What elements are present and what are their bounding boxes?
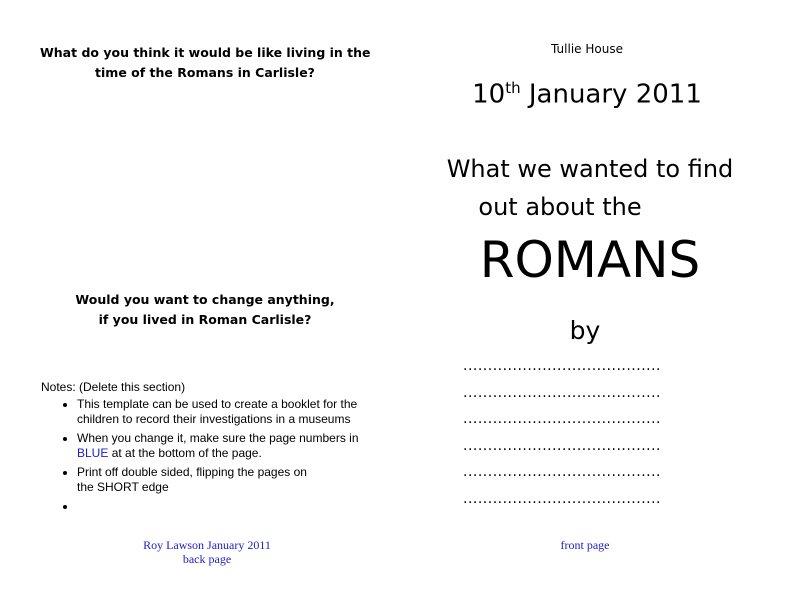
title-line-1: What we wanted to find: [446, 155, 734, 183]
date-rest: January 2011: [520, 79, 702, 110]
question-2: [40, 290, 370, 330]
name-line: ........................................: [463, 490, 662, 507]
note-2-rest: at at the bottom of the page.: [108, 446, 262, 460]
note-1-line-2: children to record their investigations in a museums: [77, 412, 351, 426]
name-line: ........................................: [463, 411, 662, 427]
note-item-1: [77, 397, 401, 427]
question-2-line-1: Would you want to change anything,: [75, 292, 335, 307]
notes-heading: Notes: (Delete this section): [41, 380, 186, 394]
name-lines: [463, 356, 723, 515]
name-line: ........................................: [463, 384, 662, 401]
subject-heading: ROMANS: [479, 231, 701, 289]
note-3-line-1: Print off double sided, flipping the pages on: [77, 465, 307, 479]
front-page-footer: front page: [560, 538, 610, 552]
question-1-line-1: What do you think it would be like living in the: [40, 45, 371, 60]
note-2-line-1: When you change it, make sure the page numbers in: [77, 431, 359, 445]
footer-author: Roy Lawson January 2011: [143, 538, 271, 552]
notes-section: [41, 380, 401, 518]
venue-name: Tullie House: [551, 42, 623, 56]
note-3-line-2: the SHORT edge: [77, 480, 169, 494]
name-line: ........................................: [463, 437, 662, 454]
footer-back-page-label: back page: [182, 552, 232, 566]
note-2-blue-word: BLUE: [77, 446, 109, 460]
note-item-2: [77, 431, 401, 461]
name-line: ........................................: [463, 464, 662, 480]
back-page-footer: [107, 538, 307, 566]
by-label: by: [569, 316, 601, 345]
note-1-line-1: This template can be used to create a booklet for the: [77, 397, 358, 411]
date-day: 10: [472, 79, 506, 110]
title-line-2: out about the: [478, 193, 642, 221]
name-line: ........................................: [463, 358, 662, 374]
question-2-line-2: if you lived in Roman Carlisle?: [98, 312, 312, 327]
page-title: [420, 150, 760, 226]
note-item-4: [77, 499, 401, 514]
date-suffix: th: [505, 79, 521, 97]
date-heading: [437, 70, 737, 113]
question-1-line-2: time of the Romans in Carlisle?: [95, 65, 315, 80]
note-item-3: [77, 465, 401, 495]
question-1: [40, 43, 370, 83]
notes-list: [41, 397, 401, 514]
